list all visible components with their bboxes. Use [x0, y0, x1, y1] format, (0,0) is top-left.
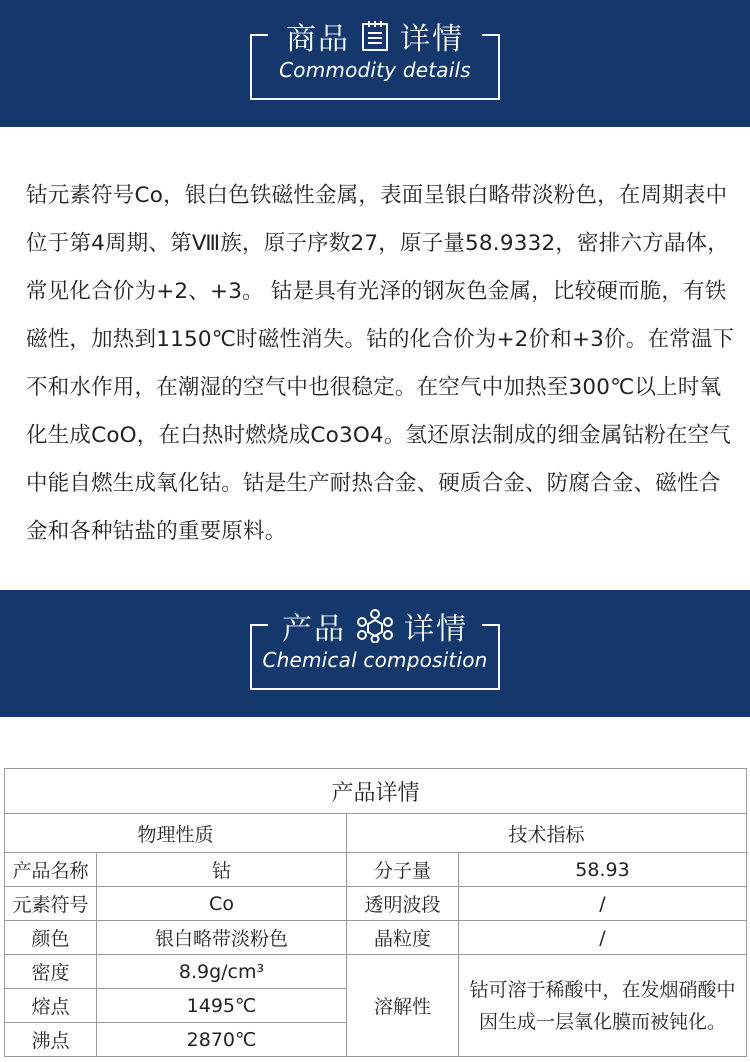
group-physical: 物理性质 [5, 814, 347, 853]
row-label: 元素符号 [5, 887, 97, 921]
section-banner-commodity [0, 0, 750, 127]
section-title-cn [268, 604, 482, 648]
row-value: 钴 [97, 853, 347, 887]
row-value: 1495℃ [97, 989, 347, 1023]
molecule-icon [356, 609, 394, 643]
table-row [5, 887, 747, 921]
row-label: 密度 [5, 955, 97, 989]
row-label: 沸点 [5, 1023, 97, 1057]
row-value: 58.93 [459, 853, 747, 887]
section-title-right: 详情 [404, 612, 468, 647]
row-label: 熔点 [5, 989, 97, 1023]
solubility-value: 钴可溶于稀酸中，在发烟硝酸中因生成一层氧化膜而被钝化。 [459, 955, 747, 1057]
row-value: 2870℃ [97, 1023, 347, 1057]
solubility-label: 溶解性 [347, 955, 459, 1057]
section-banner-composition [0, 590, 750, 717]
group-technical: 技术指标 [347, 814, 747, 853]
table-title: 产品详情 [5, 769, 747, 814]
table-title-row [5, 769, 747, 814]
section-title-left: 商品 [286, 22, 350, 57]
row-label: 晶粒度 [347, 921, 459, 955]
section-title-cn [272, 14, 478, 58]
row-label: 透明波段 [347, 887, 459, 921]
section-title-en: Commodity details [279, 58, 471, 82]
row-value: Co [97, 887, 347, 921]
table-row [5, 853, 747, 887]
row-value: 银白略带淡粉色 [97, 921, 347, 955]
row-value: / [459, 887, 747, 921]
notepad-icon [360, 20, 390, 52]
section-title-en: Chemical composition [262, 648, 488, 672]
section-title-right: 详情 [400, 22, 464, 57]
row-label: 分子量 [347, 853, 459, 887]
table-group-row [5, 814, 747, 853]
row-value: / [459, 921, 747, 955]
section-title-left: 产品 [282, 612, 346, 647]
table-row [5, 955, 747, 989]
row-label: 产品名称 [5, 853, 97, 887]
product-description: 钴元素符号Co，银白色铁磁性金属，表面呈银白略带淡粉色，在周期表中位于第4周期、第Ⅷ族，原子序数27，原子量58.9332，密排六方晶体，常见化合价为+2、+3。 钴是具有光泽的钢灰色金属，比较硬而脆，有铁磁性，加热到1150℃时磁性消失。钴的化合价为+2价和+3价。在常温下不和水作用，在潮湿的空气中也很稳定。在空气中加热至300℃以上时氧化生成CoO，在白热时燃烧成Co3O4。氢还原法制成的细金属钴粉在空气中能自燃生成氧化钴。钴是生产耐热合金、硬质合金、防腐合金、磁性合金和各种钴盐的重要原料。 [26, 183, 735, 544]
table-row [5, 921, 747, 955]
spec-table [4, 768, 747, 1057]
row-label: 颜色 [5, 921, 97, 955]
row-value: 8.9g/cm³ [97, 955, 347, 989]
